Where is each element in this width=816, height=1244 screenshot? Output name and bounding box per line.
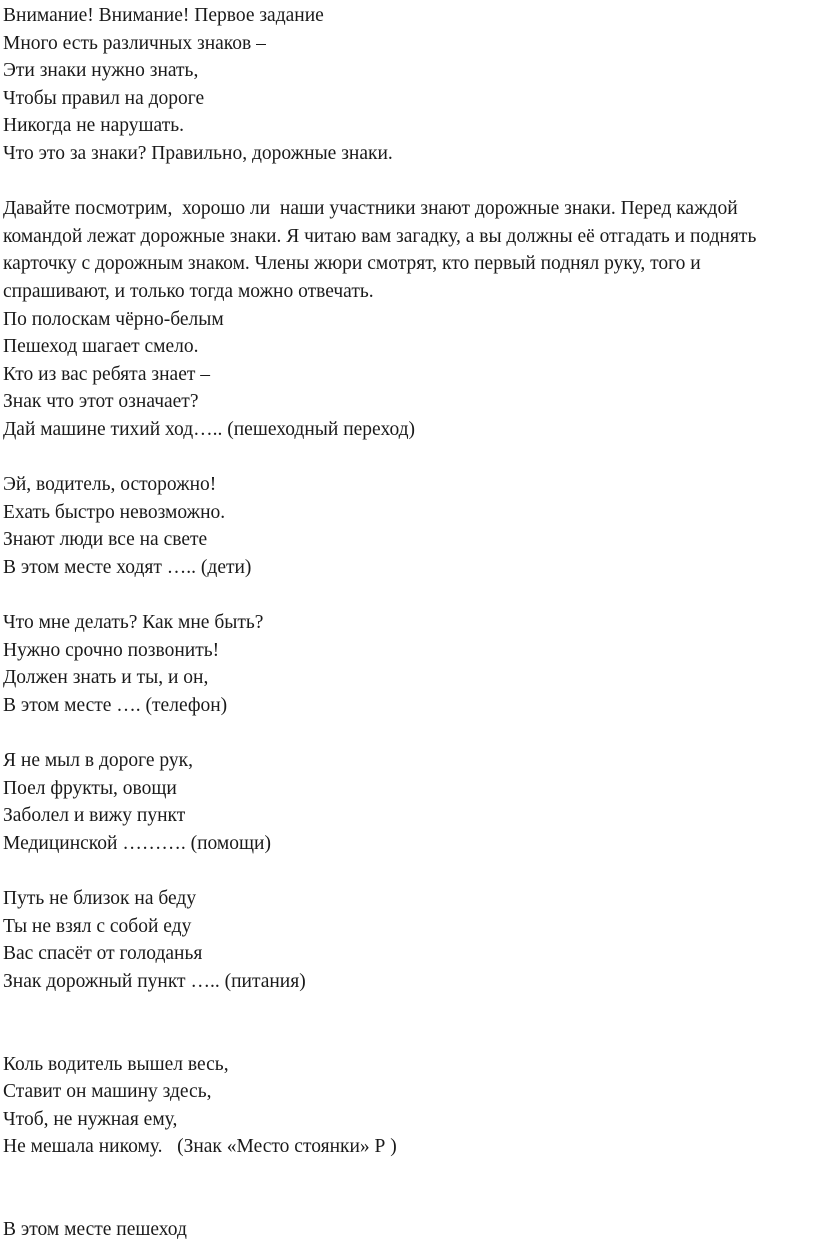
text-line: карточку с дорожным знаком. Члены жюри смотрят, кто первый поднял руку, того и [3, 253, 701, 275]
text-line: Эй, водитель, осторожно! [3, 474, 217, 496]
text-line: Знак что этот означает? [3, 391, 199, 413]
text-line: Ехать быстро невозможно. [3, 501, 226, 523]
text-line: Не мешала никому. (Знак «Место стоянки» Р ) [3, 1136, 397, 1158]
text-line: Знают люди все на свете [3, 529, 208, 551]
text-line: Должен знать и ты, и он, [3, 667, 209, 689]
blank-line [3, 719, 815, 747]
text-line: Я не мыл в дороге рук, [3, 750, 194, 772]
text-line: Путь не близок на беду [3, 888, 197, 909]
riddle-last [3, 1216, 815, 1244]
text-line: Никогда не нарушать. [3, 115, 184, 137]
text-line: Что мне делать? Как мне быть? [3, 612, 264, 634]
blank-line [3, 444, 815, 472]
blank-line [3, 168, 815, 196]
text-line: Дай машине тихий ход….. (пешеходный переход) [3, 418, 416, 440]
text-line: Кто из вас ребята знает – [3, 363, 210, 385]
instructions-paragraph [3, 195, 815, 305]
text-line: Внимание! Внимание! Первое задание [3, 5, 324, 26]
text-line: По полоскам чёрно-белым [3, 308, 224, 330]
blank-line [3, 995, 815, 1050]
text-line: Что это за знаки? Правильно, дорожные знаки. [3, 142, 393, 164]
text-line: Заболел и вижу пункт [3, 805, 186, 827]
text-line: Чтобы правил на дороге [3, 87, 205, 109]
text-line: Медицинской ………. (помощи) [3, 832, 271, 854]
text-line: Знак дорожный пункт ….. (питания) [3, 970, 306, 992]
riddle-food [3, 885, 815, 995]
blank-line [3, 857, 815, 885]
document-page [3, 2, 815, 1244]
riddle-children [3, 471, 815, 581]
text-line: Ты не взял с собой еду [3, 915, 192, 937]
text-line: командой лежат дорожные знаки. Я читаю вам загадку, а вы должны её отгадать и поднять [3, 225, 757, 247]
blank-line [3, 581, 815, 609]
intro-verse [3, 2, 815, 168]
text-line: Много есть различных знаков – [3, 32, 266, 54]
text-line: Пешеход шагает смело. [3, 336, 199, 358]
text-line: Нужно срочно позвонить! [3, 639, 220, 661]
text-line: Давайте посмотрим, хорошо ли наши участники знают дорожные знаки. Перед каждой [3, 198, 738, 220]
riddle-crossing [3, 306, 815, 444]
text-line: Коль водитель вышел весь, [3, 1053, 229, 1075]
text-line: Ставит он машину здесь, [3, 1081, 212, 1103]
text-line: Чтоб, не нужная ему, [3, 1108, 178, 1130]
text-line: В этом месте ходят ….. (дети) [3, 556, 252, 578]
text-line: В этом месте пешеход [3, 1219, 187, 1241]
riddle-medical [3, 747, 815, 857]
riddle-parking [3, 1051, 815, 1161]
text-line: Эти знаки нужно знать, [3, 60, 199, 82]
text-line: Поел фрукты, овощи [3, 777, 177, 799]
blank-line [3, 1161, 815, 1216]
text-line: Вас спасёт от голоданья [3, 943, 203, 965]
text-line: спрашивают, и только тогда можно отвечать. [3, 280, 374, 302]
riddle-phone [3, 609, 815, 719]
text-line: В этом месте …. (телефон) [3, 694, 228, 716]
